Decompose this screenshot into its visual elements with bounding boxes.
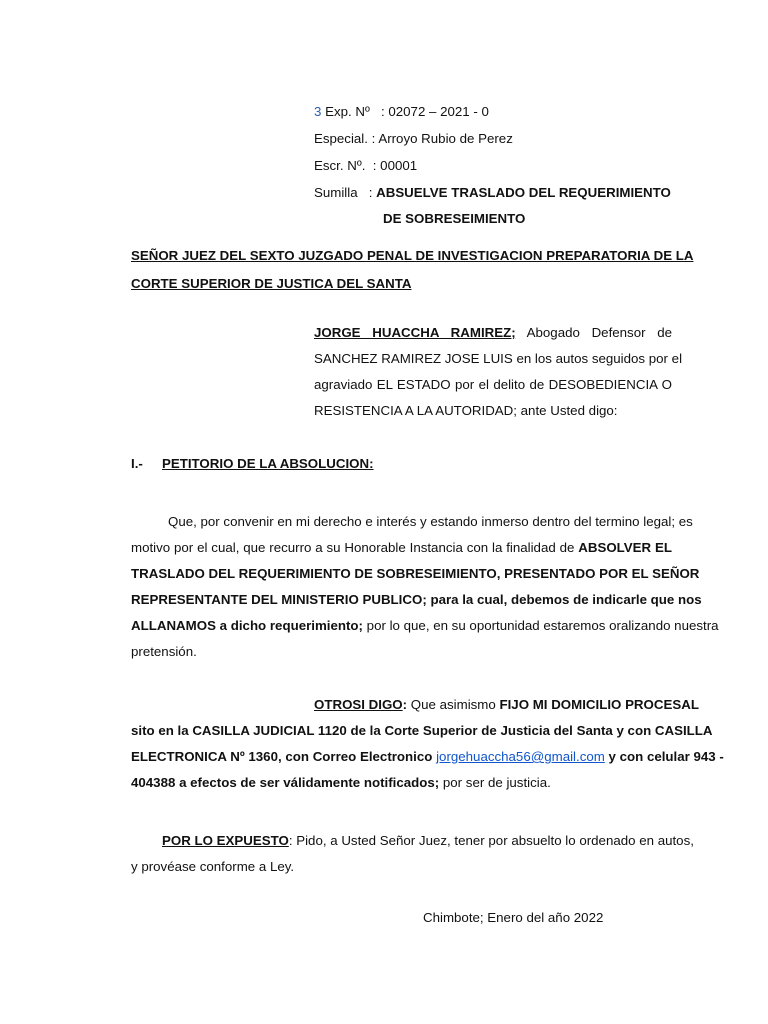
closing-paragraph bbox=[131, 828, 694, 880]
petitorio-line-5-bold: ALLANAMOS a dicho requerimiento; bbox=[131, 618, 363, 633]
otrosi-line-1-bold: FIJO MI DOMICILIO PROCESAL bbox=[499, 697, 699, 712]
petitorio-line-2-bold: ABSOLVER EL bbox=[578, 540, 672, 555]
especial-label: Especial. bbox=[314, 131, 368, 146]
otrosi-line-4-plain: por ser de justicia. bbox=[442, 775, 551, 790]
otrosi-line-3-after: y con celular 943 - bbox=[608, 749, 724, 764]
addressee-line-1: SEÑOR JUEZ DEL SEXTO JUZGADO PENAL DE INVESTIGACION PREPARATORIA DE LA bbox=[131, 248, 694, 263]
section-title: PETITORIO DE LA ABSOLUCION: bbox=[162, 456, 374, 471]
sumilla-text-1: ABSUELVE TRASLADO DEL REQUERIMIENTO bbox=[376, 185, 671, 200]
sumilla-sep: : bbox=[368, 185, 373, 200]
otrosi-paragraph bbox=[131, 692, 724, 796]
intro-line-4: RESISTENCIA A LA AUTORIDAD; ante Usted digo: bbox=[314, 403, 618, 418]
otrosi-colon: : bbox=[402, 697, 408, 712]
intro-line-1 bbox=[314, 320, 672, 346]
exp-value: : 02072 – 2021 - 0 bbox=[380, 104, 489, 119]
section-number: I.- bbox=[131, 456, 143, 471]
addressee bbox=[131, 242, 694, 298]
especial-value: : Arroyo Rubio de Perez bbox=[371, 131, 513, 146]
document-date: Chimbote; Enero del año 2022 bbox=[423, 910, 604, 925]
expediente-line bbox=[314, 99, 694, 125]
exp-label: Exp. Nº bbox=[325, 104, 370, 119]
sumilla-text-2: DE SOBRESEIMIENTO bbox=[383, 211, 526, 226]
closing-label: POR LO EXPUESTO bbox=[162, 833, 289, 848]
petitorio-line-5-plain: por lo que, en su oportunidad estaremos oralizando nuestra bbox=[366, 618, 719, 633]
petitorio-line-2-plain: motivo por el cual, que recurro a su Honorable Instancia con la finalidad de bbox=[131, 540, 575, 555]
escr-label: Escr. Nº. bbox=[314, 158, 366, 173]
otrosi-line-3-bold: ELECTRONICA Nº 1360, con Correo Electronico bbox=[131, 749, 433, 764]
petitorio-line-3: TRASLADO DEL REQUERIMIENTO DE SOBRESEIMIENTO, PRESENTADO POR EL SEÑOR bbox=[131, 566, 700, 581]
email-link[interactable]: jorgehuaccha56@gmail.com bbox=[436, 749, 605, 764]
petitorio-line-4: REPRESENTANTE DEL MINISTERIO PUBLICO; para la cual, debemos de indicarle que nos bbox=[131, 592, 702, 607]
closing-line-1-rest: : Pido, a Usted Señor Juez, tener por absuelto lo ordenado en autos, bbox=[288, 833, 694, 848]
intro-line-3: agraviado EL ESTADO por el delito de DESOBEDIENCIA O bbox=[314, 377, 672, 392]
lawyer-name: JORGE HUACCHA RAMIREZ; bbox=[314, 325, 516, 340]
intro-line-2: SANCHEZ RAMIREZ JOSE LUIS en los autos seguidos por el bbox=[314, 351, 683, 366]
otrosi-lead bbox=[314, 697, 407, 712]
otrosi-line-3 bbox=[131, 744, 724, 770]
section-heading bbox=[131, 456, 374, 471]
petitorio-line-6: pretensión. bbox=[131, 644, 197, 659]
petitorio-line-1: Que, por convenir en mi derecho e interés y estando inmerso dentro del termino legal; es bbox=[168, 514, 693, 529]
sumilla-label: Sumilla bbox=[314, 185, 358, 200]
escr-value: : 00001 bbox=[372, 158, 418, 173]
intro-paragraph bbox=[314, 320, 683, 424]
petitorio-line-2 bbox=[131, 535, 672, 561]
petitorio-line-5 bbox=[131, 613, 719, 639]
sumilla-line bbox=[314, 180, 694, 206]
otrosi-line-4-bold: 404388 a efectos de ser válidamente notificados; bbox=[131, 775, 440, 790]
otrosi-line-2: sito en la CASILLA JUDICIAL 1120 de la Corte Superior de Justicia del Santa y con CASILLA bbox=[131, 723, 713, 738]
otrosi-label: OTROSI DIGO bbox=[314, 697, 403, 712]
especialista-line bbox=[314, 126, 694, 152]
addressee-line-2: CORTE SUPERIOR DE JUSTICA DEL SANTA bbox=[131, 276, 412, 291]
otrosi-line-4 bbox=[131, 770, 672, 796]
petitorio-paragraph bbox=[131, 509, 719, 665]
otrosi-line-1-plain: Que asimismo bbox=[410, 697, 496, 712]
closing-line-1 bbox=[131, 828, 694, 854]
closing-line-2: y provéase conforme a Ley. bbox=[131, 859, 295, 874]
page-mark: 3 bbox=[314, 104, 322, 119]
otrosi-line-1 bbox=[131, 692, 699, 718]
escrito-line bbox=[314, 153, 694, 179]
intro-line-1-rest: Abogado Defensor de bbox=[526, 325, 673, 340]
